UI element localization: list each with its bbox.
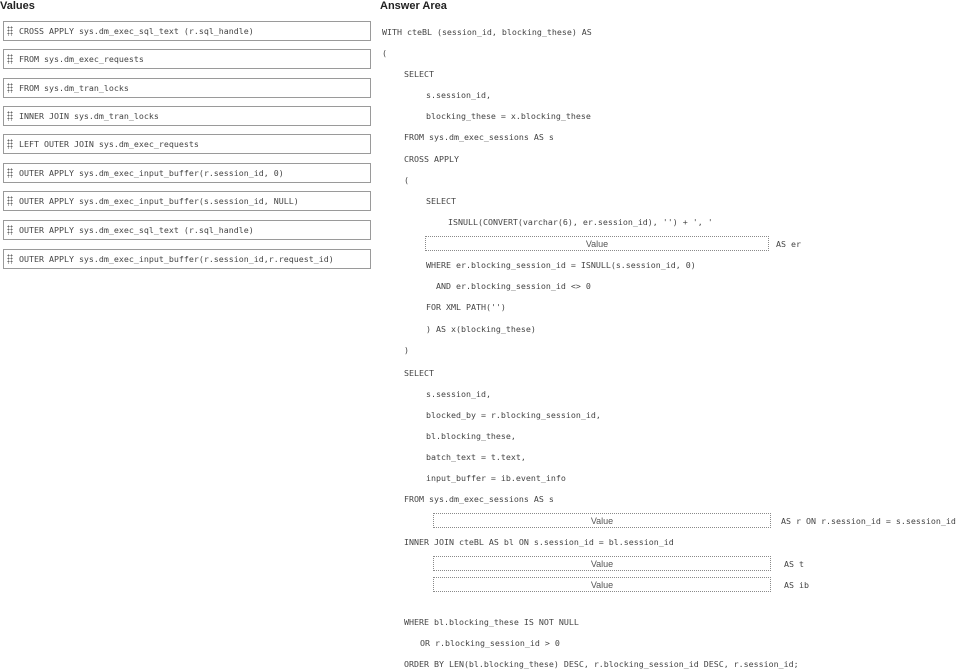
drag-handle-icon[interactable]	[7, 26, 13, 36]
code-line: s.session_id,	[426, 90, 491, 100]
drop-target-label: Value	[590, 515, 614, 526]
drag-handle-icon[interactable]	[7, 111, 13, 121]
code-line: WHERE er.blocking_session_id = ISNULL(s.session_id, 0)	[426, 260, 696, 270]
code-line: WHERE bl.blocking_these IS NOT NULL	[404, 617, 579, 627]
code-line: )	[404, 345, 409, 355]
code-line: AS t	[784, 559, 804, 569]
value-item-outer-apply-input-buffer-r-request[interactable]	[3, 249, 371, 269]
value-item-cross-apply-sql-text[interactable]	[3, 21, 371, 41]
code-line: SELECT	[404, 69, 434, 79]
value-item-label: OUTER APPLY sys.dm_exec_input_buffer(r.session_id,r.request_id)	[19, 254, 334, 264]
code-line: bl.blocking_these,	[426, 431, 516, 441]
value-item-label: CROSS APPLY sys.dm_exec_sql_text (r.sql_handle)	[19, 26, 254, 36]
value-item-outer-apply-input-buffer-s-null[interactable]	[3, 191, 371, 211]
code-line: input_buffer = ib.event_info	[426, 473, 566, 483]
drop-target-label: Value	[585, 238, 609, 249]
code-line: ORDER BY LEN(bl.blocking_these) DESC, r.blocking_session_id DESC, r.session_id;	[404, 659, 799, 669]
value-item-label: LEFT OUTER JOIN sys.dm_exec_requests	[19, 139, 199, 149]
answer-area	[380, 0, 973, 671]
drag-handle-icon[interactable]	[7, 254, 13, 264]
drop-target-label: Value	[590, 579, 614, 590]
code-line: blocked_by = r.blocking_session_id,	[426, 410, 601, 420]
code-line: SELECT	[426, 196, 456, 206]
code-line: s.session_id,	[426, 389, 491, 399]
code-line: (	[382, 48, 387, 58]
value-item-label: OUTER APPLY sys.dm_exec_input_buffer(s.session_id, NULL)	[19, 196, 299, 206]
value-item-label: FROM sys.dm_exec_requests	[19, 54, 144, 64]
drag-handle-icon[interactable]	[7, 83, 13, 93]
code-line: AS r ON r.session_id = s.session_id	[781, 516, 956, 526]
drop-target-1[interactable]	[425, 236, 769, 251]
code-line: (	[404, 175, 409, 185]
values-heading: Values	[0, 0, 35, 12]
answer-area-heading: Answer Area	[380, 0, 447, 12]
drop-target-4[interactable]	[433, 577, 771, 592]
drag-handle-icon[interactable]	[7, 139, 13, 149]
drag-handle-icon[interactable]	[7, 168, 13, 178]
code-line: ) AS x(blocking_these)	[426, 324, 536, 334]
code-line: AND er.blocking_session_id <> 0	[436, 281, 591, 291]
value-item-from-exec-requests[interactable]	[3, 49, 371, 69]
code-line: ISNULL(CONVERT(varchar(6), er.session_id), '') + ', '	[448, 217, 713, 227]
code-line: AS ib	[784, 580, 809, 590]
value-item-from-tran-locks[interactable]	[3, 78, 371, 98]
value-item-label: OUTER APPLY sys.dm_exec_sql_text (r.sql_handle)	[19, 225, 254, 235]
value-item-label: OUTER APPLY sys.dm_exec_input_buffer(r.session_id, 0)	[19, 168, 284, 178]
value-item-outer-apply-input-buffer-r-0[interactable]	[3, 163, 371, 183]
drag-handle-icon[interactable]	[7, 196, 13, 206]
value-item-label: INNER JOIN sys.dm_tran_locks	[19, 111, 159, 121]
drag-handle-icon[interactable]	[7, 54, 13, 64]
code-line: OR r.blocking_session_id > 0	[420, 638, 560, 648]
drag-handle-icon[interactable]	[7, 225, 13, 235]
code-line: AS er	[776, 239, 801, 249]
value-item-inner-join-tran-locks[interactable]	[3, 106, 371, 126]
code-line: INNER JOIN cteBL AS bl ON s.session_id = bl.session_id	[404, 537, 674, 547]
code-line: WITH cteBL (session_id, blocking_these) AS	[382, 27, 592, 37]
value-item-label: FROM sys.dm_tran_locks	[19, 83, 129, 93]
code-line: FROM sys.dm_exec_sessions AS s	[404, 494, 554, 504]
value-item-left-outer-join-exec-requests[interactable]	[3, 134, 371, 154]
value-item-outer-apply-sql-text[interactable]	[3, 220, 371, 240]
code-line: FOR XML PATH('')	[426, 302, 506, 312]
drop-target-2[interactable]	[433, 513, 771, 528]
code-line: SELECT	[404, 368, 434, 378]
code-line: batch_text = t.text,	[426, 452, 526, 462]
code-line: CROSS APPLY	[404, 154, 459, 164]
drop-target-label: Value	[590, 558, 614, 569]
code-line: blocking_these = x.blocking_these	[426, 111, 591, 121]
drop-target-3[interactable]	[433, 556, 771, 571]
code-line: FROM sys.dm_exec_sessions AS s	[404, 132, 554, 142]
